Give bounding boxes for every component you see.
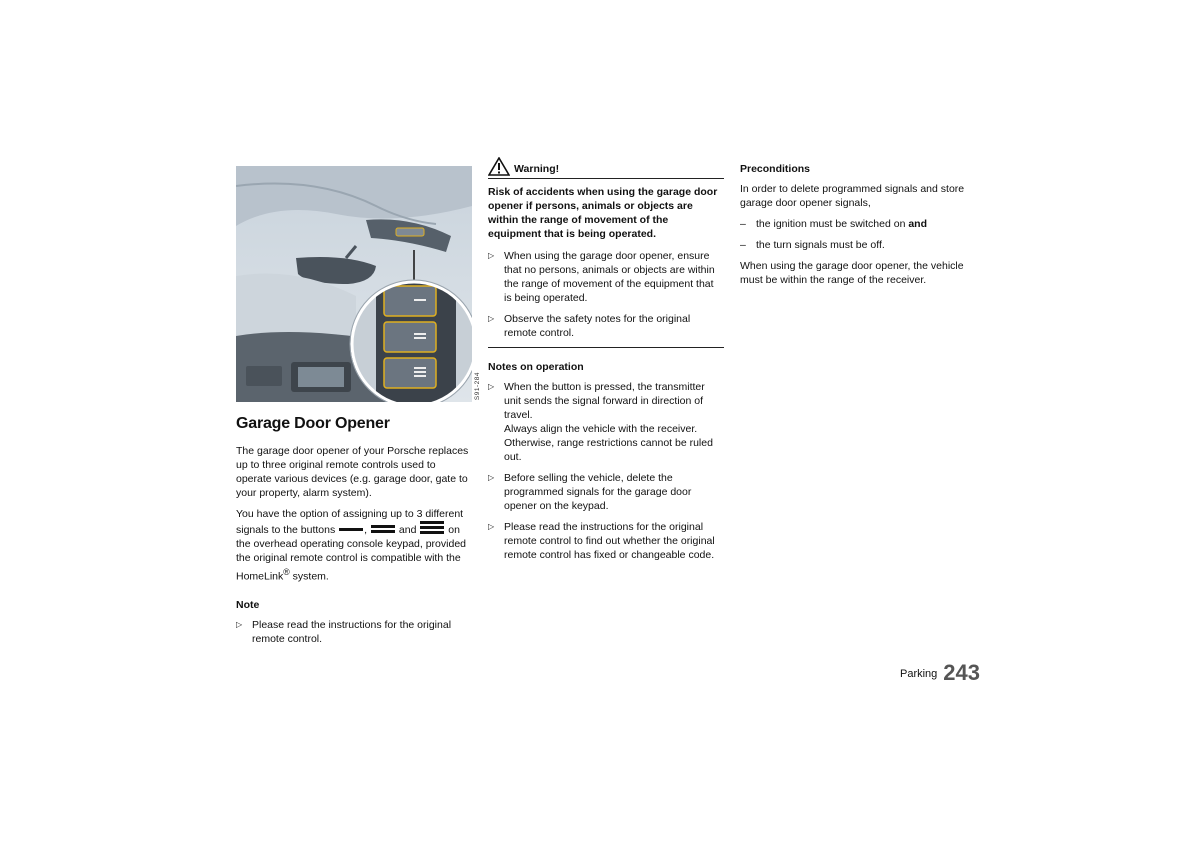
column-right: [740, 162, 980, 294]
bullet-triangle-icon: ▷: [236, 619, 243, 629]
button-3-symbol-icon: [420, 521, 444, 535]
overhead-console-illustration: [236, 166, 481, 402]
list-item: – the ignition must be switched on and: [740, 218, 928, 230]
bullet-triangle-icon: ▷: [488, 382, 495, 391]
section-name: Parking: [899, 668, 938, 680]
notes-operation-heading: Notes on operation: [488, 361, 584, 373]
intro-paragraph: The garage door opener of your Porsche replaces up to three original remote controls used to operate various devices (e.g. garage door, gate to your property, alarm system).: [236, 445, 469, 499]
list-item: ▷ Please read the instructions for the original remote control to find out whether the original remote control has fixed or changeable code.: [488, 521, 715, 561]
bullet-triangle-icon: ▷: [488, 251, 495, 260]
warning-heading: Warning!: [488, 157, 724, 179]
list-item: ▷ When the button is pressed, the transmitter unit sends the signal forward in direction of travel. Always align the vehicle with the receiver. Otherwise, range restrictions cannot be ruled out.: [488, 381, 713, 463]
preconditions-intro: In order to delete programmed signals and store garage door opener signals,: [740, 183, 965, 209]
list-item: – the turn signals must be off.: [740, 239, 885, 251]
assign-paragraph: You have the option of assigning up to 3 different signals to the buttons , and on the overhead operating console keypad, provided the original remote control is compatible with the HomeLink® system.: [236, 508, 466, 583]
preconditions-heading: Preconditions: [740, 163, 811, 175]
list-item: ▷ When using the garage door opener, ensure that no persons, animals or objects are within the range of movement of the equipment that is being operated.: [488, 250, 715, 304]
button-1-symbol-icon: [339, 525, 363, 535]
column-middle: [488, 157, 724, 569]
column-left: [236, 166, 481, 653]
page-title: Garage Door Opener: [236, 415, 390, 432]
bullet-triangle-icon: ▷: [488, 314, 495, 323]
list-item: ▷ Observe the safety notes for the original remote control.: [488, 313, 691, 339]
figure-code: S91-284: [474, 372, 481, 401]
page-number: 243: [943, 660, 980, 685]
dash-marker: –: [740, 218, 746, 230]
divider: [488, 347, 724, 348]
dash-marker: –: [740, 239, 746, 251]
bullet-triangle-icon: ▷: [488, 522, 495, 531]
preconditions-footer: When using the garage door opener, the vehicle must be within the range of the receiver.: [740, 260, 964, 286]
list-item: ▷ Please read the instructions for the original remote control.: [236, 618, 452, 645]
note-heading: Note: [236, 598, 260, 611]
warning-triangle-icon: [488, 157, 510, 176]
warning-statement: Risk of accidents when using the garage door opener if persons, animals or objects are within the range of movement of the equipment that is being operated.: [488, 186, 718, 240]
bullet-triangle-icon: ▷: [488, 473, 495, 482]
page-footer: [880, 660, 980, 686]
list-item: ▷ Before selling the vehicle, delete the programmed signals for the garage door opener on the keypad.: [488, 472, 692, 512]
button-2-symbol-icon: [371, 523, 395, 535]
